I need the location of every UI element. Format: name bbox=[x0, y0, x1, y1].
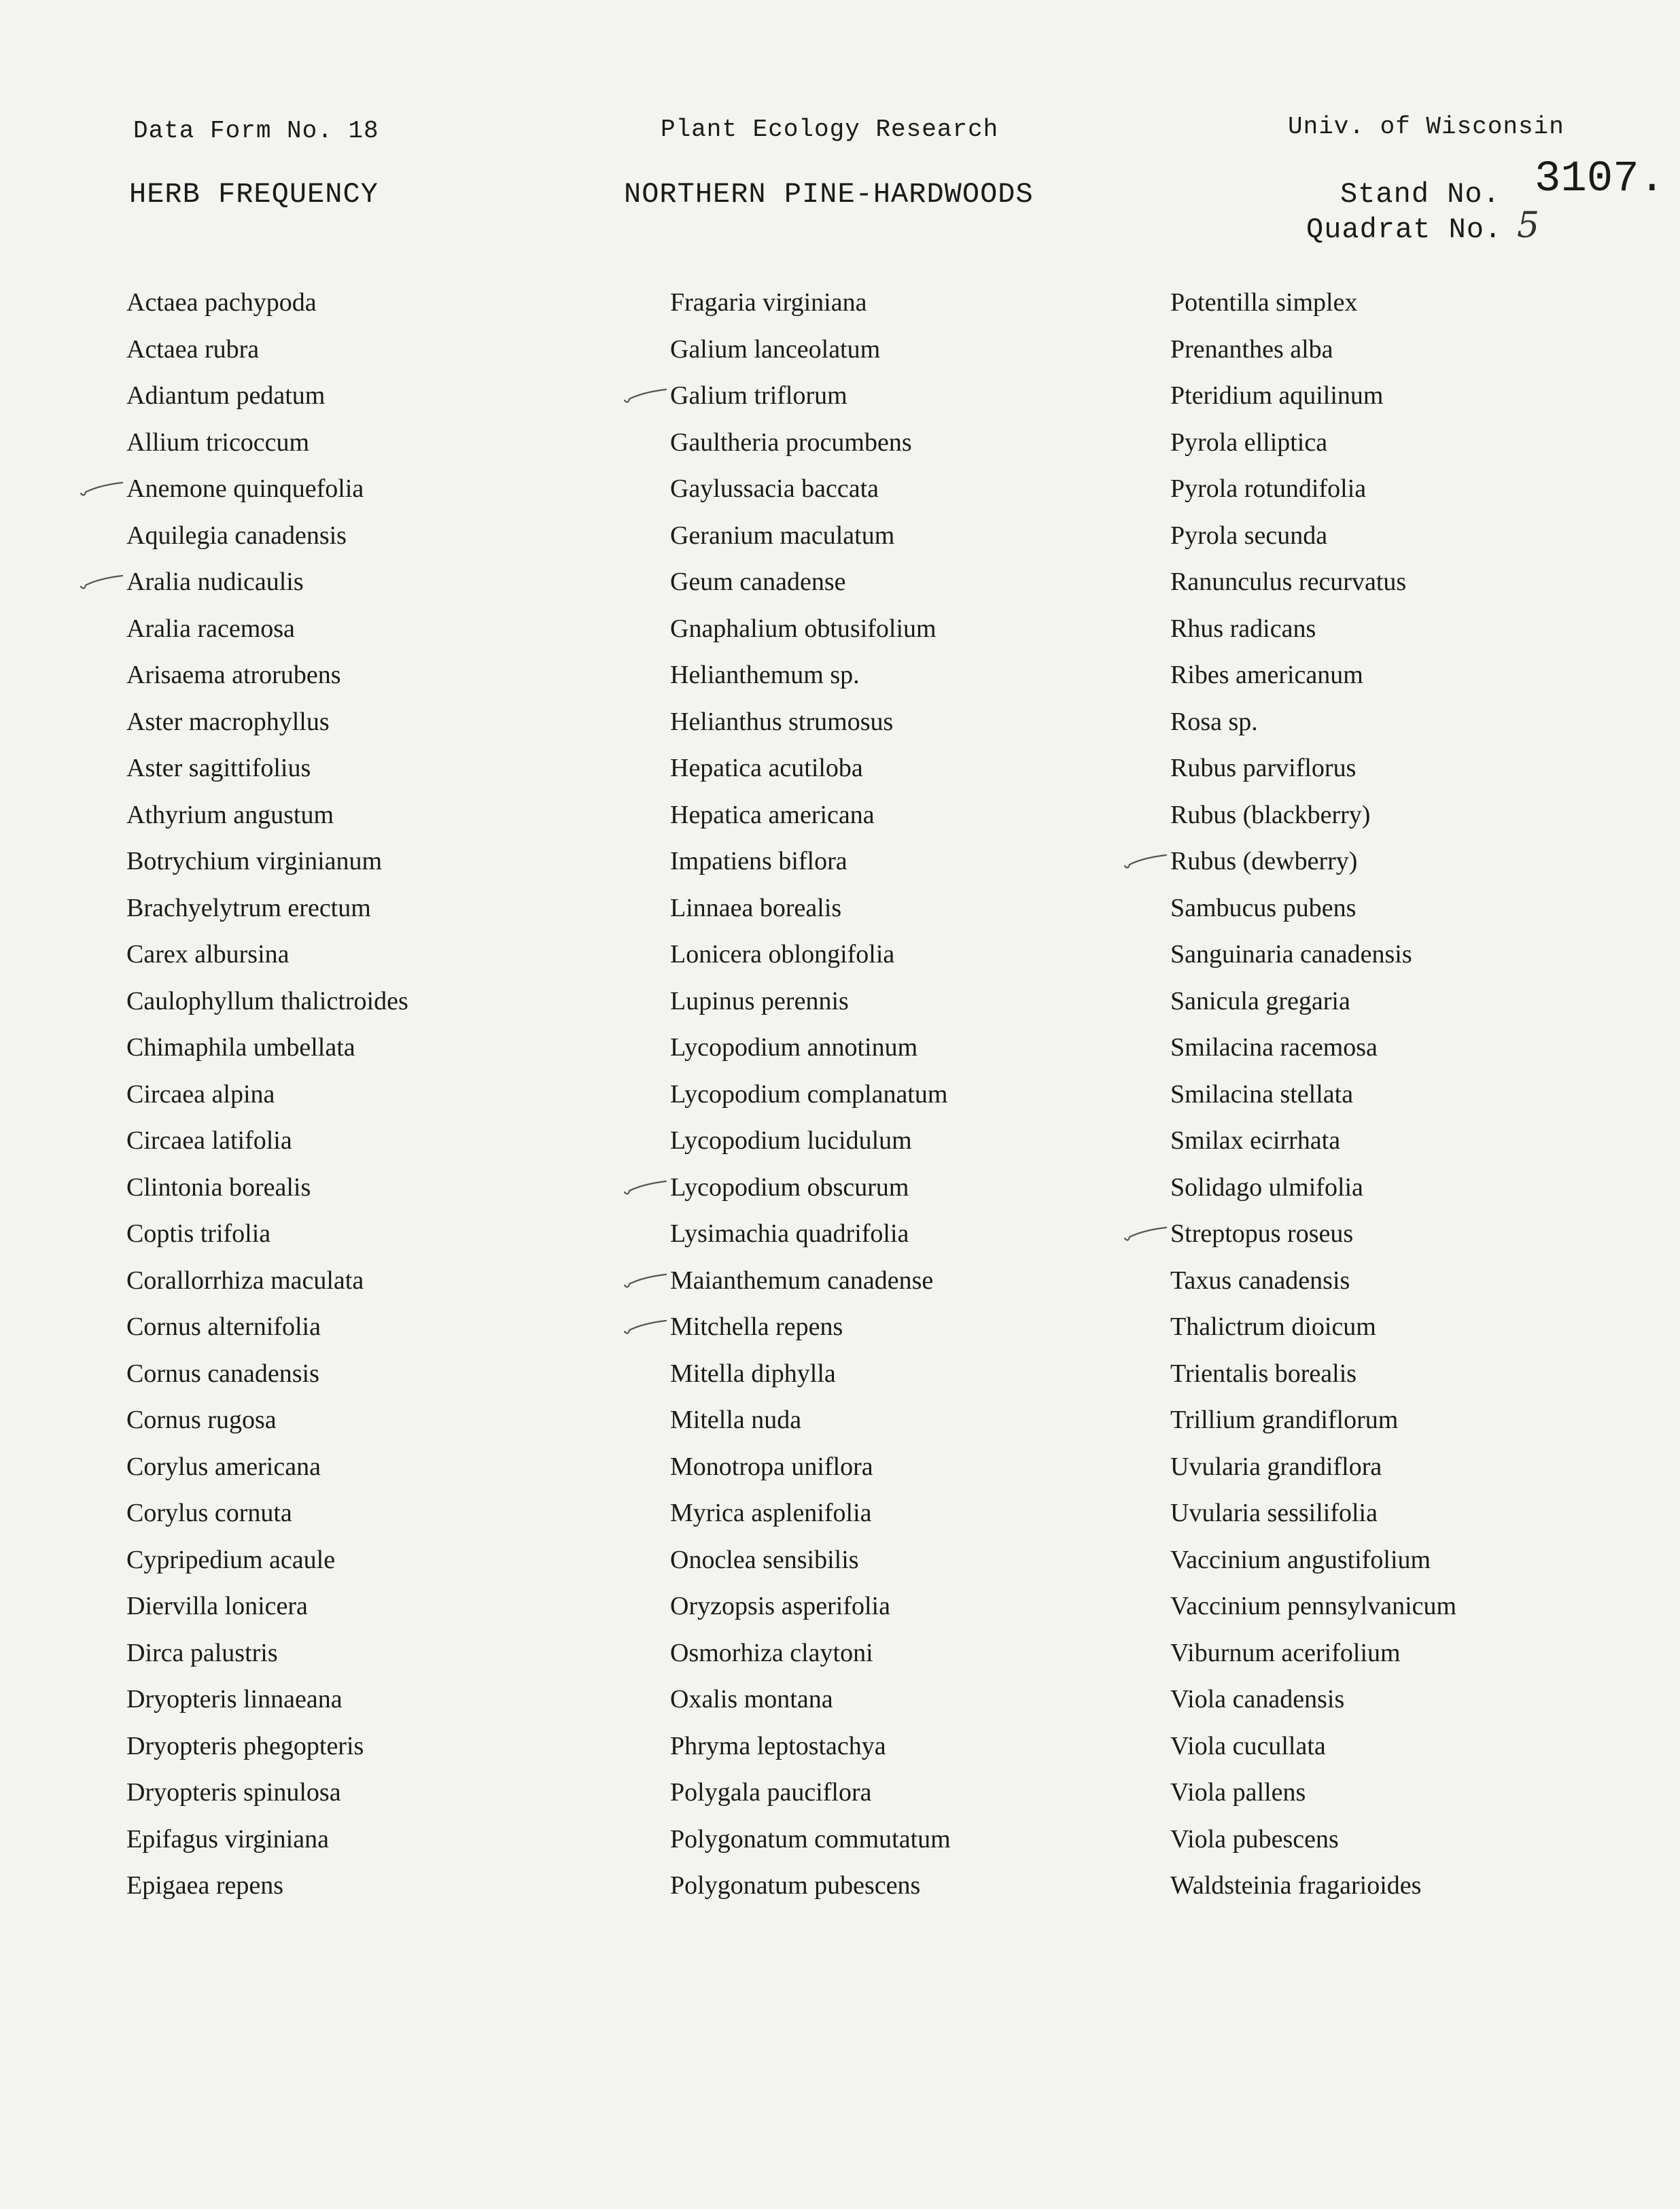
species-name: Polygonatum pubescens bbox=[670, 1871, 921, 1900]
species-row bbox=[1170, 285, 1660, 332]
species-name: Rubus (blackberry) bbox=[1170, 800, 1371, 829]
species-name: Gaultheria procumbens bbox=[670, 428, 912, 457]
species-name: Botrychium virginianum bbox=[126, 847, 383, 875]
checkmark-icon bbox=[623, 1318, 667, 1336]
species-name: Solidago ulmifolia bbox=[1170, 1172, 1363, 1202]
species-row bbox=[126, 1077, 616, 1124]
species-row bbox=[126, 1822, 616, 1869]
species-name: Adiantum pedatum bbox=[126, 381, 326, 410]
species-row bbox=[1170, 891, 1660, 938]
species-row bbox=[1170, 937, 1660, 984]
species-row bbox=[126, 565, 616, 612]
species-row bbox=[1170, 798, 1660, 845]
species-row bbox=[126, 1170, 616, 1217]
species-row bbox=[1170, 1217, 1660, 1264]
species-name: Galium lanceolatum bbox=[670, 334, 881, 364]
species-row bbox=[126, 751, 616, 798]
species-row bbox=[670, 1775, 1159, 1822]
species-name: Viola cucullata bbox=[1170, 1731, 1326, 1760]
species-row bbox=[670, 472, 1159, 519]
species-name: Streptopus roseus bbox=[1170, 1219, 1354, 1248]
species-name: Dryopteris linnaeana bbox=[126, 1685, 343, 1714]
form-title: HERB FREQUENCY bbox=[129, 178, 379, 211]
species-name: Smilacina racemosa bbox=[1170, 1033, 1378, 1062]
species-name: Maianthemum canadense bbox=[670, 1266, 934, 1295]
species-name: Thalictrum dioicum bbox=[1170, 1312, 1376, 1341]
species-name: Mitella diphylla bbox=[670, 1359, 836, 1388]
species-name: Actaea rubra bbox=[126, 334, 260, 364]
research-label: Plant Ecology Research bbox=[661, 116, 999, 143]
species-row bbox=[1170, 1543, 1660, 1590]
species-name: Lonicera oblongifolia bbox=[670, 940, 895, 969]
species-name: Taxus canadensis bbox=[1170, 1266, 1350, 1295]
species-row bbox=[126, 984, 616, 1031]
species-name: Corylus cornuta bbox=[126, 1499, 292, 1527]
species-row bbox=[126, 1543, 616, 1590]
species-name: Coptis trifolia bbox=[126, 1219, 271, 1248]
species-name: Geranium maculatum bbox=[670, 521, 895, 550]
species-name: Circaea alpina bbox=[126, 1079, 275, 1109]
species-name: Allium tricoccum bbox=[126, 428, 310, 457]
species-name: Sanguinaria canadensis bbox=[1170, 940, 1412, 969]
species-row bbox=[670, 1170, 1159, 1217]
species-column-3 bbox=[1170, 285, 1660, 1915]
species-row bbox=[1170, 472, 1660, 519]
species-row bbox=[670, 519, 1159, 566]
species-name: Vaccinium angustifolium bbox=[1170, 1545, 1431, 1574]
species-row bbox=[670, 1868, 1159, 1915]
university-label: Univ. of Wisconsin bbox=[1288, 113, 1564, 141]
species-row bbox=[670, 1217, 1159, 1264]
species-row bbox=[126, 1124, 616, 1170]
species-row bbox=[1170, 1636, 1660, 1683]
species-name: Uvularia grandiflora bbox=[1170, 1452, 1382, 1481]
species-row bbox=[670, 285, 1159, 332]
species-name: Impatiens biflora bbox=[670, 847, 847, 875]
species-name: Circaea latifolia bbox=[126, 1126, 292, 1155]
species-name: Rubus (dewberry) bbox=[1170, 847, 1358, 875]
species-column-1 bbox=[126, 285, 616, 1915]
species-row bbox=[670, 1077, 1159, 1124]
species-name: Lysimachia quadrifolia bbox=[670, 1219, 909, 1248]
species-name: Ranunculus recurvatus bbox=[1170, 568, 1407, 596]
species-row bbox=[1170, 379, 1660, 425]
species-name: Actaea pachypoda bbox=[126, 288, 317, 317]
species-name: Cornus rugosa bbox=[126, 1406, 277, 1434]
species-row bbox=[126, 1030, 616, 1077]
species-row bbox=[126, 798, 616, 845]
species-name: Pteridium aquilinum bbox=[1170, 381, 1384, 410]
species-name: Corallorrhiza maculata bbox=[126, 1266, 364, 1295]
species-name: Trientalis borealis bbox=[1170, 1359, 1357, 1388]
species-name: Dryopteris spinulosa bbox=[126, 1778, 341, 1807]
species-row bbox=[1170, 1450, 1660, 1497]
species-row bbox=[670, 1357, 1159, 1404]
species-row bbox=[1170, 844, 1660, 891]
species-row bbox=[1170, 565, 1660, 612]
species-name: Rubus parviflorus bbox=[1170, 754, 1357, 782]
species-row bbox=[670, 565, 1159, 612]
species-row bbox=[126, 844, 616, 891]
species-row bbox=[126, 285, 616, 332]
checkmark-icon bbox=[79, 573, 124, 591]
species-row bbox=[670, 332, 1159, 379]
species-row bbox=[126, 379, 616, 425]
species-row bbox=[126, 1682, 616, 1729]
species-name: Trillium grandiflorum bbox=[1170, 1406, 1399, 1434]
species-name: Waldsteinia fragarioides bbox=[1170, 1871, 1422, 1900]
species-row bbox=[126, 891, 616, 938]
species-row bbox=[1170, 519, 1660, 566]
species-name: Rosa sp. bbox=[1170, 707, 1258, 736]
species-name: Gaylussacia baccata bbox=[670, 474, 879, 503]
species-name: Smilax ecirrhata bbox=[1170, 1126, 1341, 1155]
species-name: Lycopodium annotinum bbox=[670, 1033, 918, 1062]
species-row bbox=[126, 1636, 616, 1683]
species-row bbox=[1170, 1030, 1660, 1077]
species-row bbox=[1170, 751, 1660, 798]
species-row bbox=[670, 798, 1159, 845]
species-name: Athyrium angustum bbox=[126, 800, 334, 829]
species-row bbox=[126, 425, 616, 472]
species-row bbox=[1170, 1310, 1660, 1357]
species-name: Aster sagittifolius bbox=[126, 754, 311, 782]
species-name: Prenanthes alba bbox=[1170, 334, 1333, 364]
species-name: Viola pallens bbox=[1170, 1778, 1306, 1807]
species-name: Mitchella repens bbox=[670, 1312, 843, 1341]
species-name: Aquilegia canadensis bbox=[126, 521, 347, 550]
species-row bbox=[126, 1357, 616, 1404]
species-row bbox=[1170, 984, 1660, 1031]
species-row bbox=[1170, 1264, 1660, 1310]
checkmark-icon bbox=[623, 1272, 667, 1289]
species-row bbox=[670, 1403, 1159, 1450]
species-name: Pyrola secunda bbox=[1170, 521, 1328, 550]
stand-number-value: 3107. bbox=[1535, 155, 1666, 204]
species-row bbox=[126, 1450, 616, 1497]
species-name: Anemone quinquefolia bbox=[126, 474, 364, 503]
species-name: Polygala pauciflora bbox=[670, 1778, 872, 1807]
species-name: Onoclea sensibilis bbox=[670, 1545, 859, 1574]
species-row bbox=[126, 1403, 616, 1450]
species-row bbox=[126, 1217, 616, 1264]
species-name: Uvularia sessilifolia bbox=[1170, 1499, 1378, 1527]
species-name: Arisaema atrorubens bbox=[126, 661, 341, 689]
species-row bbox=[126, 1729, 616, 1776]
species-row bbox=[1170, 1682, 1660, 1729]
species-name: Corylus americana bbox=[126, 1452, 321, 1481]
species-name: Epigaea repens bbox=[126, 1871, 284, 1900]
species-name: Hepatica acutiloba bbox=[670, 754, 863, 782]
species-name: Ribes americanum bbox=[1170, 661, 1363, 689]
species-name: Smilacina stellata bbox=[1170, 1079, 1354, 1109]
species-name: Aster macrophyllus bbox=[126, 707, 330, 736]
species-name: Viola pubescens bbox=[1170, 1824, 1339, 1854]
species-name: Sanicula gregaria bbox=[1170, 986, 1350, 1015]
species-name: Polygonatum commutatum bbox=[670, 1824, 951, 1854]
species-row bbox=[670, 1636, 1159, 1683]
species-row bbox=[670, 891, 1159, 938]
species-name: Monotropa uniflora bbox=[670, 1452, 873, 1481]
species-name: Osmorhiza claytoni bbox=[670, 1638, 873, 1667]
species-name: Vaccinium pennsylvanicum bbox=[1170, 1592, 1457, 1620]
species-name: Clintonia borealis bbox=[126, 1172, 311, 1202]
species-row bbox=[126, 612, 616, 659]
quadrat-number-label: Quadrat No. bbox=[1306, 213, 1503, 246]
species-row bbox=[670, 379, 1159, 425]
species-row bbox=[670, 937, 1159, 984]
species-name: Viburnum acerifolium bbox=[1170, 1638, 1401, 1667]
species-name: Aralia racemosa bbox=[126, 614, 295, 643]
species-name: Rhus radicans bbox=[1170, 614, 1316, 643]
species-row bbox=[670, 1543, 1159, 1590]
checkmark-icon bbox=[1123, 852, 1168, 870]
species-row bbox=[1170, 1775, 1660, 1822]
species-row bbox=[670, 658, 1159, 705]
species-row bbox=[670, 751, 1159, 798]
species-row bbox=[126, 519, 616, 566]
species-row bbox=[1170, 658, 1660, 705]
species-name: Oxalis montana bbox=[670, 1685, 833, 1714]
species-name: Geum canadense bbox=[670, 568, 846, 596]
species-row bbox=[670, 1124, 1159, 1170]
species-row bbox=[1170, 1170, 1660, 1217]
species-name: Aralia nudicaulis bbox=[126, 568, 304, 596]
species-row bbox=[1170, 1403, 1660, 1450]
species-name: Lycopodium obscurum bbox=[670, 1172, 909, 1202]
species-row bbox=[670, 844, 1159, 891]
species-row bbox=[126, 1868, 616, 1915]
species-row bbox=[670, 1496, 1159, 1543]
stand-number-label: Stand No. bbox=[1340, 178, 1501, 211]
species-row bbox=[1170, 1729, 1660, 1776]
species-name: Lycopodium complanatum bbox=[670, 1079, 948, 1109]
species-name: Cornus alternifolia bbox=[126, 1312, 321, 1341]
species-row bbox=[670, 1682, 1159, 1729]
species-row bbox=[126, 1589, 616, 1636]
species-name: Pyrola elliptica bbox=[1170, 428, 1328, 457]
species-name: Sambucus pubens bbox=[1170, 893, 1357, 922]
species-row bbox=[126, 937, 616, 984]
species-name: Helianthus strumosus bbox=[670, 707, 894, 736]
species-name: Cypripedium acaule bbox=[126, 1545, 336, 1574]
form-number-label: Data Form No. 18 bbox=[133, 117, 379, 145]
species-row bbox=[126, 705, 616, 752]
species-name: Phryma leptostachya bbox=[670, 1731, 886, 1760]
species-name: Epifagus virginiana bbox=[126, 1824, 329, 1854]
species-row bbox=[126, 658, 616, 705]
species-row bbox=[670, 1030, 1159, 1077]
checkmark-icon bbox=[623, 1179, 667, 1196]
species-name: Viola canadensis bbox=[1170, 1685, 1345, 1714]
species-name: Chimaphila umbellata bbox=[126, 1033, 355, 1062]
species-name: Brachyelytrum erectum bbox=[126, 893, 371, 922]
species-row bbox=[126, 1264, 616, 1310]
species-name: Mitella nuda bbox=[670, 1406, 802, 1434]
species-row bbox=[670, 984, 1159, 1031]
species-row bbox=[1170, 1124, 1660, 1170]
species-row bbox=[126, 472, 616, 519]
species-name: Diervilla lonicera bbox=[126, 1592, 308, 1620]
species-row bbox=[126, 1310, 616, 1357]
species-name: Myrica asplenifolia bbox=[670, 1499, 872, 1527]
species-name: Oryzopsis asperifolia bbox=[670, 1592, 890, 1620]
species-row bbox=[1170, 332, 1660, 379]
species-name: Cornus canadensis bbox=[126, 1359, 319, 1388]
checkmark-icon bbox=[623, 387, 667, 404]
species-name: Lupinus perennis bbox=[670, 986, 849, 1015]
species-column-2 bbox=[670, 285, 1159, 1915]
species-name: Carex albursina bbox=[126, 940, 290, 969]
community-title: NORTHERN PINE-HARDWOODS bbox=[624, 178, 1034, 211]
species-row bbox=[1170, 1589, 1660, 1636]
species-name: Dirca palustris bbox=[126, 1638, 278, 1667]
species-name: Gnaphalium obtusifolium bbox=[670, 614, 937, 643]
species-row bbox=[1170, 1822, 1660, 1869]
species-row bbox=[126, 332, 616, 379]
species-row bbox=[670, 1589, 1159, 1636]
quadrat-number-value: 5 bbox=[1517, 205, 1540, 246]
species-row bbox=[1170, 1077, 1660, 1124]
species-name: Linnaea borealis bbox=[670, 893, 842, 922]
species-row bbox=[670, 425, 1159, 472]
species-name: Galium triflorum bbox=[670, 381, 847, 410]
species-name: Dryopteris phegopteris bbox=[126, 1731, 364, 1760]
species-row bbox=[670, 705, 1159, 752]
species-row bbox=[1170, 425, 1660, 472]
species-row bbox=[670, 1310, 1159, 1357]
species-name: Caulophyllum thalictroides bbox=[126, 986, 408, 1015]
species-row bbox=[1170, 1496, 1660, 1543]
checkmark-icon bbox=[79, 480, 124, 498]
species-row bbox=[670, 1450, 1159, 1497]
species-row bbox=[1170, 1868, 1660, 1915]
species-name: Lycopodium lucidulum bbox=[670, 1126, 912, 1155]
species-row bbox=[126, 1496, 616, 1543]
species-name: Helianthemum sp. bbox=[670, 661, 860, 689]
species-name: Hepatica americana bbox=[670, 800, 875, 829]
species-row bbox=[1170, 1357, 1660, 1404]
species-name: Fragaria virginiana bbox=[670, 288, 867, 317]
species-row bbox=[670, 612, 1159, 659]
species-name: Potentilla simplex bbox=[1170, 288, 1358, 317]
species-row bbox=[126, 1775, 616, 1822]
species-row bbox=[670, 1729, 1159, 1776]
checkmark-icon bbox=[1123, 1225, 1168, 1242]
species-row bbox=[670, 1264, 1159, 1310]
species-row bbox=[670, 1822, 1159, 1869]
species-row bbox=[1170, 705, 1660, 752]
species-name: Pyrola rotundifolia bbox=[1170, 474, 1367, 503]
species-row bbox=[1170, 612, 1660, 659]
